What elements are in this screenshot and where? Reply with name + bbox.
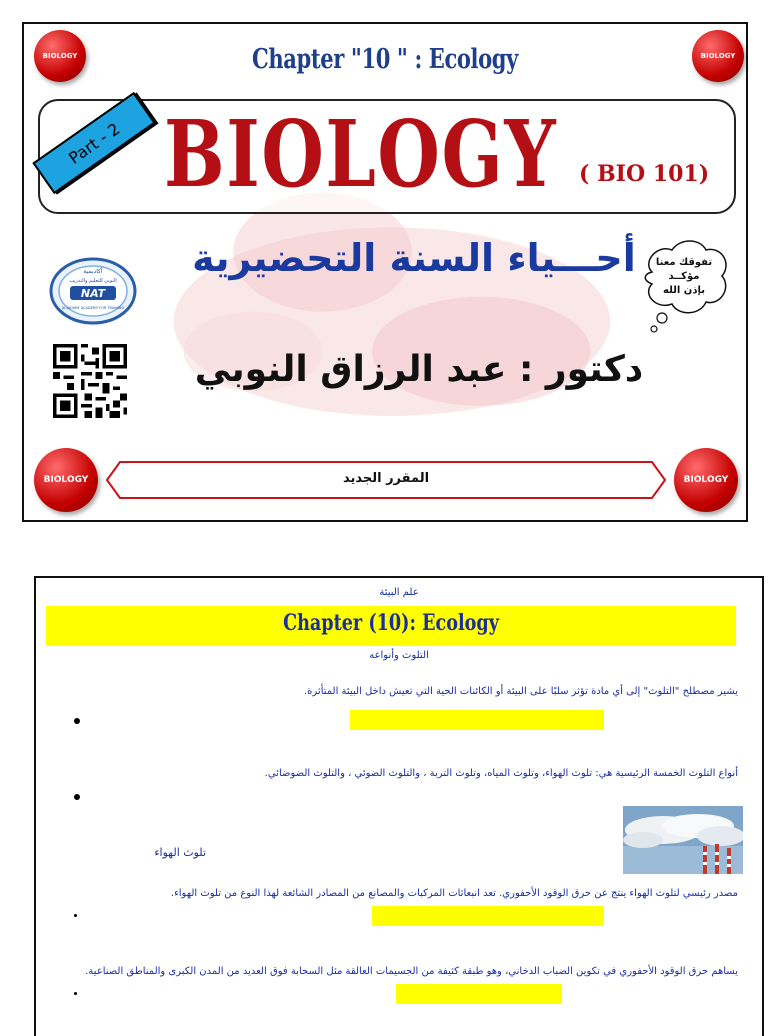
part-tag: Part - 2 [32,92,155,194]
chapter-heading: Chapter (10): Ecology [283,610,499,636]
section-heading-air-pollution: تلوث الهواء [154,846,206,859]
chapter-title: Chapter "10 " : Ecology [251,44,518,75]
logo-line: NAT [80,287,106,300]
document-subject: علم البيئة [379,587,419,598]
biology-badge-top-left: BIOLOGY [34,30,86,82]
paragraph: يساهم حرق الوقود الأحفوري في تكوين الضباب الدخاني، وهو طبقة كثيفة من الجسيمات العالقة مثل السحابة فوق العديد من المدن الكبرى والمناطق الصناعية. [85,966,738,977]
highlight-block [350,710,604,730]
paragraph: يشير مصطلح "التلوث" إلى أي مادة تؤثر سلبًا على البيئة أو الكائنات الحية التي تعيش داخل البيئة المتأثرة. [303,686,738,697]
bullet [74,914,77,917]
biology-badge-bottom-left: BIOLOGY [34,448,98,512]
cloud-line: بإذن الله [663,285,705,296]
course-code: ( BIO 101) [579,161,710,187]
doctor-name: دكتور : عبد الرزاق النوبي [194,349,644,390]
document-page [34,576,764,1036]
highlight-block [396,984,562,1004]
cloud-line: مؤكــد [668,271,700,282]
logo-line: النوبي للتعليم والتدريب [69,278,117,284]
banner-text: المقرر الجديد [342,471,430,486]
qr-code-icon [48,344,132,418]
biology-badge-top-right: BIOLOGY [692,30,744,82]
arabic-title: أحـــياء السنة التحضيرية [192,236,636,280]
biology-badge-bottom-right: BIOLOGY [674,448,738,512]
cloud-text [642,256,726,298]
bullet [74,992,77,995]
paragraph: أنواع التلوث الخمسة الرئيسية هي: تلوث الهواء، وتلوث المياه، وتلوث التربة ، والتلوث الضوئي ، والتلوث الضوضائي. [264,768,738,779]
academy-logo [48,256,138,326]
subject-title: BIOLOGY [164,100,558,208]
paragraph: مصدر رئيسي لتلوث الهواء ينتج عن حرق الوقود الأحفوري. تعد انبعاثات المركبات والمصانع من المصادر الشائعة لهذا النوع من تلوث الهواء. [170,888,738,899]
factory-smoke-image [623,806,743,874]
bullet [74,794,80,800]
highlight-block [372,906,604,926]
cloud-line: تفوقك معنا [655,257,713,268]
cover-card [22,22,748,522]
logo-line: AL-NOUBY ACADEMY FOR TRAINING [61,306,125,310]
bullet [74,718,80,724]
logo-line: أكاديمية [83,268,103,275]
topic-heading: التلوث وأنواعه [369,650,429,661]
